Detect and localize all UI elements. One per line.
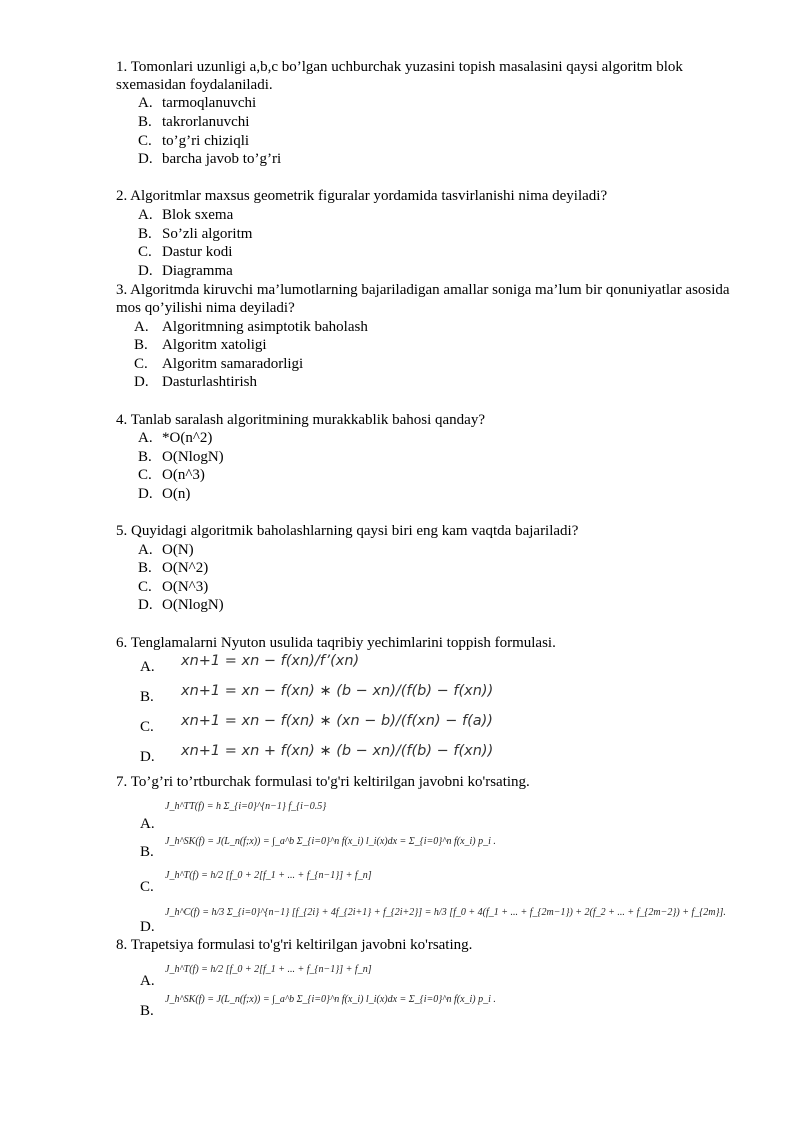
q5-option-d: D. O(NlogN) [138,597,224,613]
question-1: 1. Tomonlari uzunligi a,b,c bo’lgan uchburchak yuzasini topish masalasini qaysi algoritm blok sxemasidan foydalaniladi. [116,59,683,93]
q7-option-c-letter: C. [140,879,154,895]
q4-option-c: C. O(n^3) [138,467,205,483]
q7-option-d-formula: J_h^C(f) = h/3 Σ_{i=0}^{n−1} [f_{2i} + 4f_{2i+1} + f_{2i+2}] = h/3 [f_0 + 4(f_1 + ... + f_{2m−1}) + 2(f_2 + ... + f_{2m−2}) + f_{2m}]. [165,907,726,918]
q8-option-a-letter: A. [140,973,155,989]
q7-option-a-formula: J_h^ТТ(f) = h Σ_{i=0}^{n−1} f_{i−0.5} [165,801,327,812]
q2-option-a: A. Blok sxema [138,207,234,223]
q8-option-b-formula: J_h^SK(f) = J(L_n(f;x)) = ∫_a^b Σ_{i=0}^n f(x_i) l_i(x)dx = Σ_{i=0}^n f(x_i) p_i . [165,994,496,1005]
q7-option-b-letter: B. [140,844,154,860]
q3-option-b: B. Algoritm xatoligi [134,337,267,353]
q6-option-b-formula: xn+1 = xn − f(xn) ∗ (b − xn)/(f(b) − f(xn)) [181,683,494,699]
question-7: 7. To’g’ri to’rtburchak formulasi to'g'ri keltirilgan javobni ko'rsating. [116,774,530,790]
q4-option-a: A. *O(n^2) [138,430,213,446]
q6-option-b-letter: B. [140,689,154,705]
q7-option-a-letter: A. [140,816,155,832]
q4-option-d: D. O(n) [138,486,191,502]
q6-option-a-letter: A. [140,659,155,675]
q7-option-d-letter: D. [140,919,155,935]
q3-option-c: C. Algoritm samaradorligi [134,356,304,372]
q1-option-d: D. barcha javob to’g’ri [138,151,282,167]
question-4: 4. Tanlab saralash algoritmining murakkablik bahosi qanday? [116,412,485,428]
q8-option-a-formula: J_h^T(f) = h/2 [f_0 + 2[f_1 + ... + f_{n−1}] + f_n] [165,964,372,975]
q6-option-d-formula: xn+1 = xn + f(xn) ∗ (b − xn)/(f(b) − f(xn)) [181,743,494,759]
q2-option-b: B. So’zli algoritm [138,226,253,242]
q5-option-c: C. O(N^3) [138,579,209,595]
q6-option-d-letter: D. [140,749,155,765]
q7-option-b-formula: J_h^SK(f) = J(L_n(f;x)) = ∫_a^b Σ_{i=0}^n f(x_i) l_i(x)dx = Σ_{i=0}^n f(x_i) p_i . [165,836,496,847]
question-8: 8. Trapetsiya formulasi to'g'ri keltirilgan javobni ko'rsating. [116,937,473,953]
question-2: 2. Algoritmlar maxsus geometrik figuralar yordamida tasvirlanishi nima deyiladi? [116,188,608,204]
q1-option-b: B. takrorlanuvchi [138,114,250,130]
q4-option-b: B. O(NlogN) [138,449,224,465]
question-6: 6. Tenglamalarni Nyuton usulida taqribiy yechimlarini toppish formulasi. [116,635,556,651]
q5-option-a: A. O(N) [138,542,194,558]
q6-option-c-formula: xn+1 = xn − f(xn) ∗ (xn − b)/(f(xn) − f(a)) [181,713,493,729]
question-3: 3. Algoritmda kiruvchi ma’lumotlarning bajariladigan amallar soniga ma’lum bir qonuniyatlar asosida mos qo’yilishi nima deyiladi? [116,282,730,316]
q3-option-a: A. Algoritmning asimptotik baholash [134,319,368,335]
q8-option-b-letter: B. [140,1003,154,1019]
q6-option-a-formula: xn+1 = xn − f(xn)/f’(xn) [181,653,360,669]
q1-option-a: A. tarmoqlanuvchi [138,95,257,111]
q5-option-b: B. O(N^2) [138,560,209,576]
q1-option-c: C. to’g’ri chiziqli [138,133,250,149]
q2-option-c: C. Dastur kodi [138,244,233,260]
q6-option-c-letter: C. [140,719,154,735]
q7-option-c-formula: J_h^T(f) = h/2 [f_0 + 2[f_1 + ... + f_{n−1}] + f_n] [165,870,372,881]
q2-option-d: D. Diagramma [138,263,233,279]
q3-option-d: D. Dasturlashtirish [134,374,257,390]
question-5: 5. Quyidagi algoritmik baholashlarning qaysi biri eng kam vaqtda bajariladi? [116,523,579,539]
